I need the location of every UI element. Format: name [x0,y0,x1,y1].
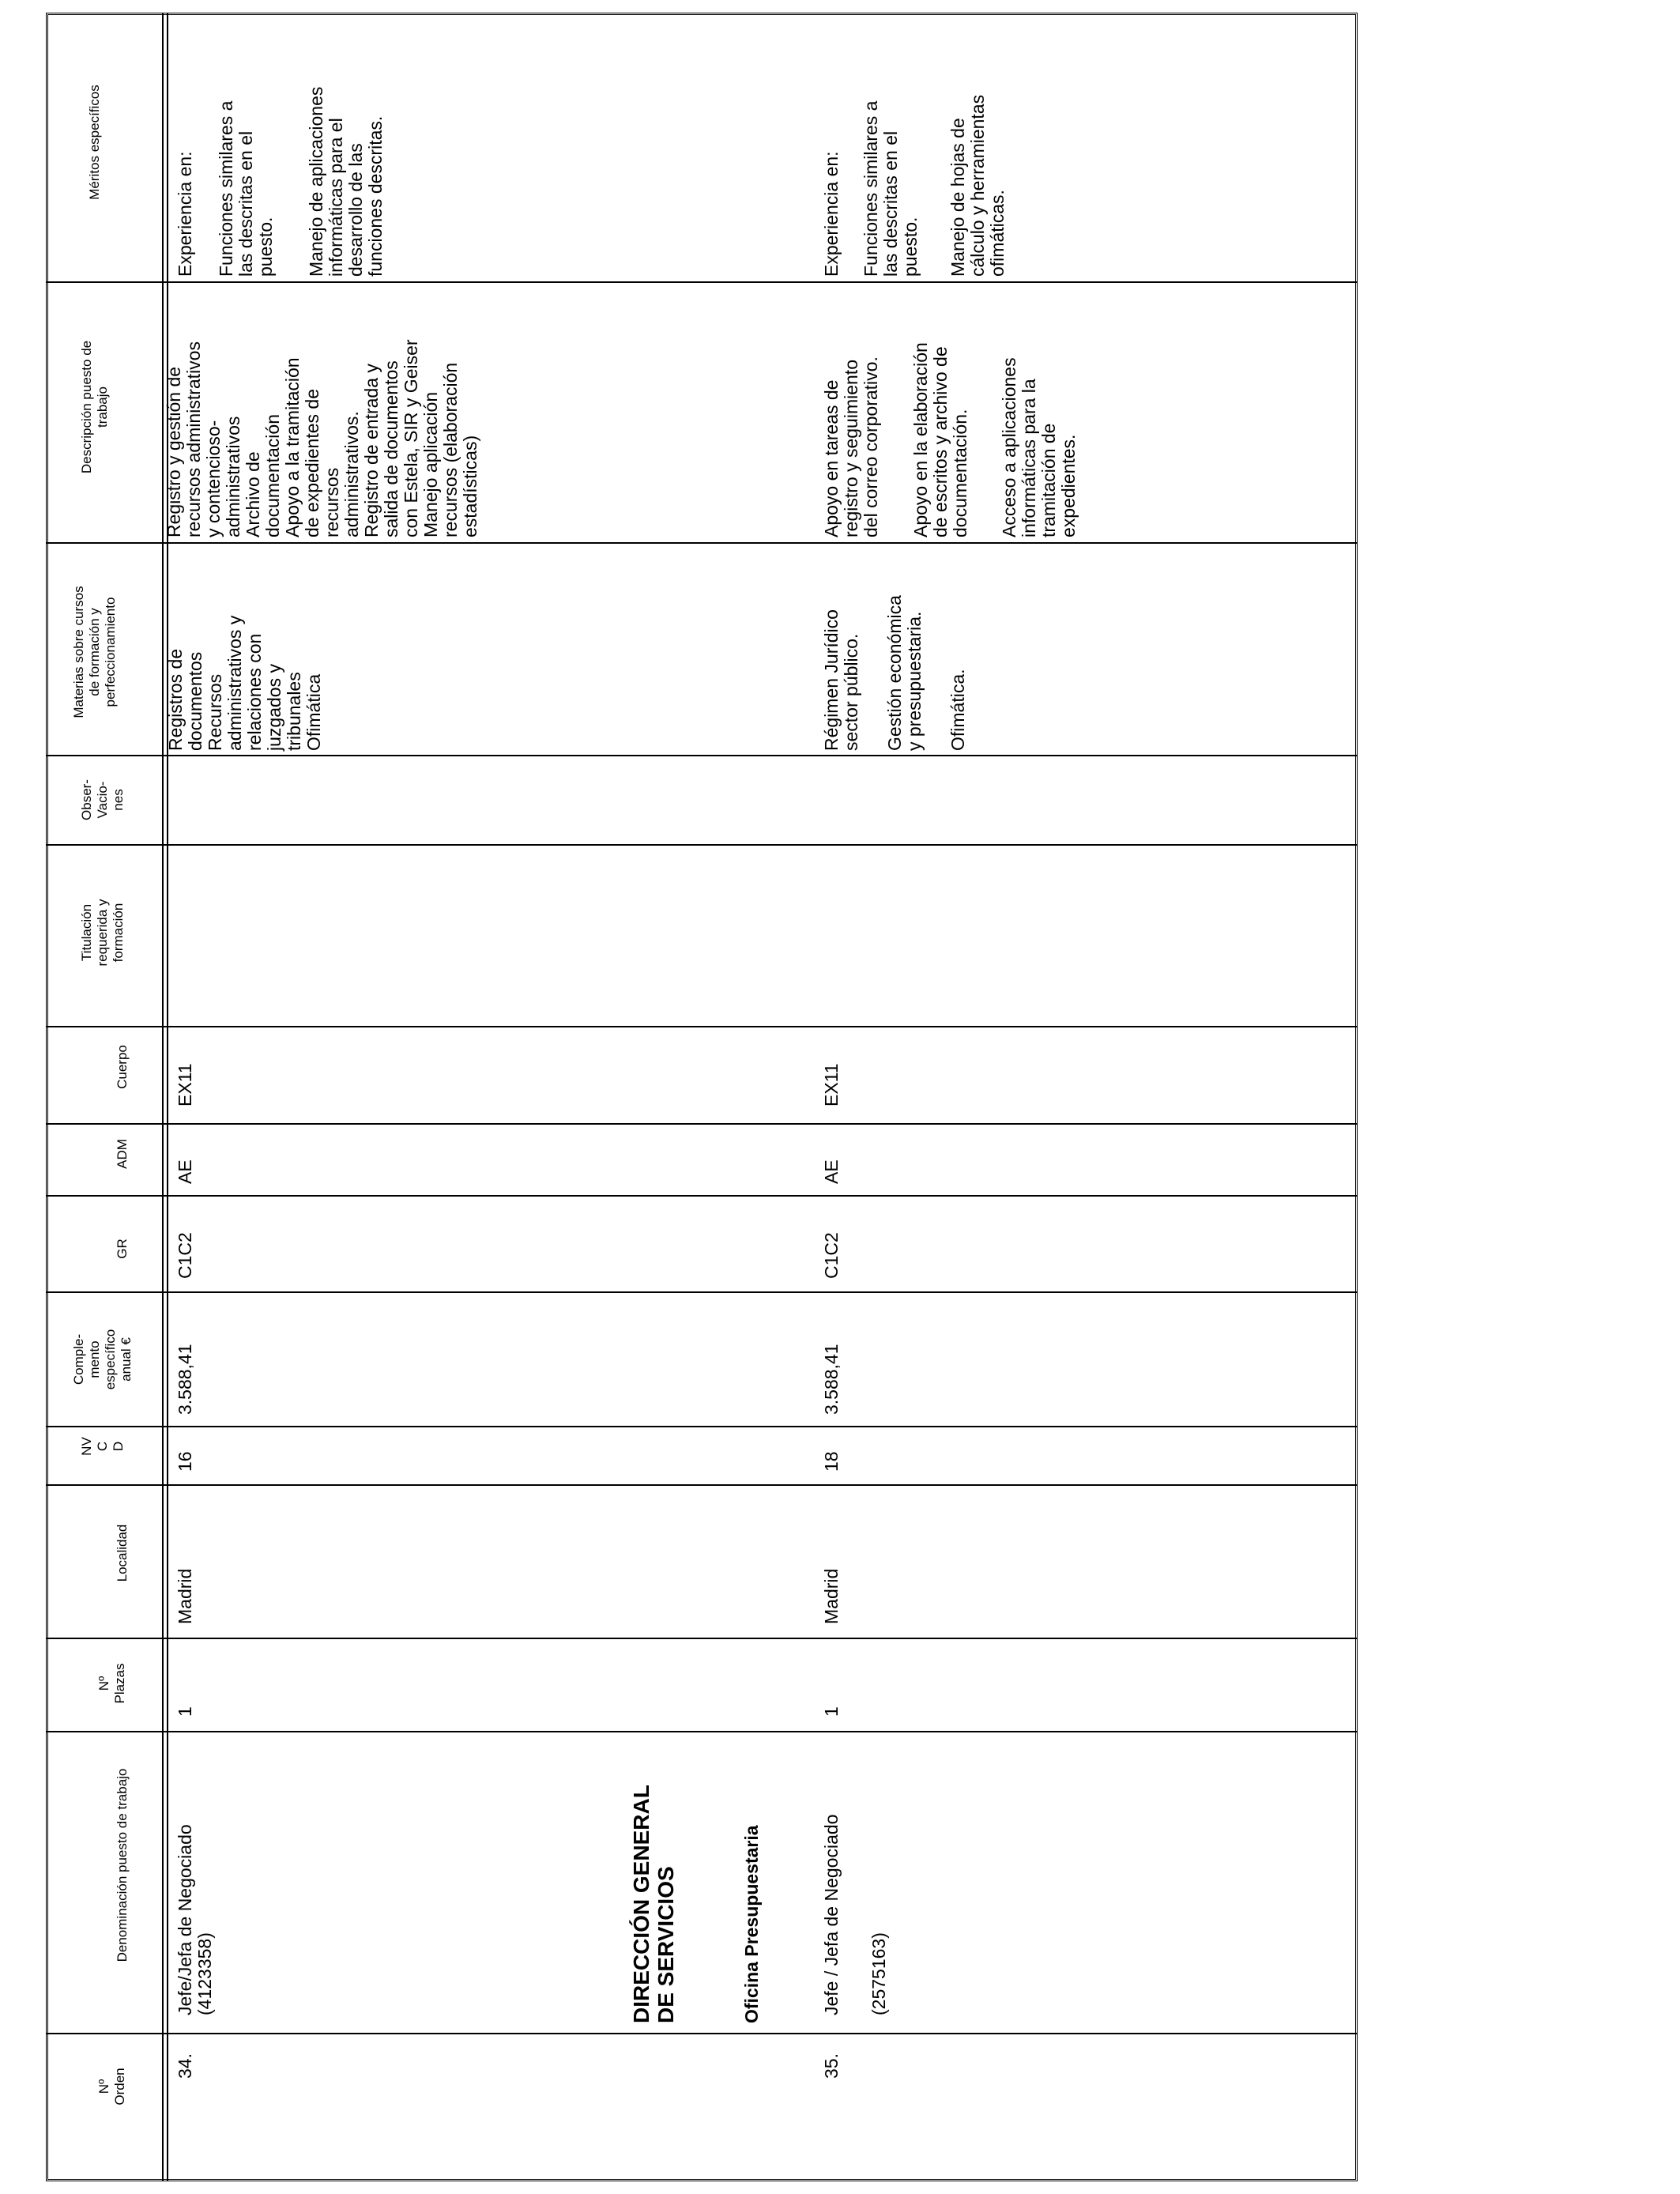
header-localidad: Localidad [115,1524,130,1582]
row35-descripcion-2: Apoyo en la elaboración de escritos y archivo de documentación. [910,342,970,537]
row-sep [46,755,1358,756]
row-sep [46,1484,1358,1486]
row-sep [46,1026,1358,1027]
header-body-separator [162,13,164,2181]
row-sep [46,281,1358,283]
row34-meritos-1: Funciones similares a las descritas en el puesto. [216,100,276,277]
section-subtitle: Oficina Presupuestaria [741,1825,762,2023]
row35-materias-3: Ofimática. [947,669,968,751]
row34-complemento: 3.588,41 [175,1344,195,1415]
row35-meritos-1: Funciones similares a las descritas en el puesto. [861,100,921,277]
row35-descripcion-1: Apoyo en tareas de registro y seguimiento del correo corporativo. [821,356,881,537]
row35-nvcd: 18 [821,1451,842,1472]
row34-plazas: 1 [175,1706,195,1717]
row35-materias-2: Gestión económica y presupuestaria. [884,595,925,751]
row34-materias: Registros de documentos Recursos administrativos y relaciones con juzgados y tribunales Ofimática [165,615,324,751]
row35-gr: C1C2 [821,1232,842,1279]
row34-nvcd: 16 [175,1451,195,1472]
row34-denominacion: Jefe/Jefa de Negociado (4123358) [175,1824,215,2015]
row34-descripcion: Registro y gestión de recursos administrativos y contencioso- administrativos Archivo de documentación Apoyo a la tramitación de expedientes de recursos administrativos. Registro de entrada y salida de documentos con Estela, SIR y Geiser Manejo aplicación recursos (elaboración estadísticas) [164,339,480,537]
row34-localidad: Madrid [175,1568,195,1624]
row-sep [46,1731,1358,1732]
header-denominacion: Denominación puesto de trabajo [115,1768,130,1962]
row34-meritos-2: Manejo de aplicaciones informáticas para el desarrollo de las funciones descritas. [306,86,386,277]
row-sep [46,1195,1358,1197]
header-cuerpo: Cuerpo [115,1045,130,1089]
header-orden: Nº Orden [96,2068,127,2105]
row35-plazas: 1 [821,1706,842,1717]
row35-adm: AE [821,1159,842,1184]
row-sep [46,1123,1358,1125]
header-adm: ADM [115,1139,130,1169]
row35-cuerpo: EX11 [821,1063,842,1106]
header-titulacion: Titulación requerida y formación [79,899,126,967]
row34-meritos-title: Experiencia en: [175,151,195,277]
header-materias: Materias sobre cursos de formación y perfeccionamiento [71,586,118,718]
header-observaciones: Obser- Vacio- nes [79,779,126,820]
row34-adm: AE [175,1159,195,1184]
row-sep [46,1638,1358,1639]
header-complemento: Comple- mento específico anual € [71,1329,134,1390]
row34-cuerpo: EX11 [175,1063,195,1106]
row35-orden: 35. [821,2053,842,2079]
header-meritos: Méritos específicos [87,85,102,200]
section-title: DIRECCIÓN GENERAL DE SERVICIOS [629,1785,678,2023]
row-sep [46,1426,1358,1427]
header-nvcd: NV C D [79,1437,126,1456]
row34-orden: 34. [175,2053,195,2079]
row34-gr: C1C2 [175,1232,195,1279]
row35-complemento: 3.588,41 [821,1344,842,1415]
row35-codigo: (2575163) [868,1932,889,2015]
row35-meritos-title: Experiencia en: [821,151,842,277]
row-sep [46,844,1358,846]
row35-descripcion-3: Acceso a aplicaciones informáticas para la tramitación de expedientes. [999,357,1079,537]
header-descripcion: Descripción puesto de trabajo [79,340,110,474]
row35-materias-1: Régimen Jurídico sector público. [821,609,861,751]
row35-localidad: Madrid [821,1568,842,1624]
header-plazas: Nº Plazas [96,1663,127,1704]
header-gr: GR [115,1238,130,1259]
row35-denominacion: Jefe / Jefa de Negociado [821,1814,842,2015]
row-sep [46,2033,1358,2034]
row-sep [46,1291,1358,1293]
row35-meritos-2: Manejo de hojas de cálculo y herramientas ofimáticas. [947,94,1008,277]
